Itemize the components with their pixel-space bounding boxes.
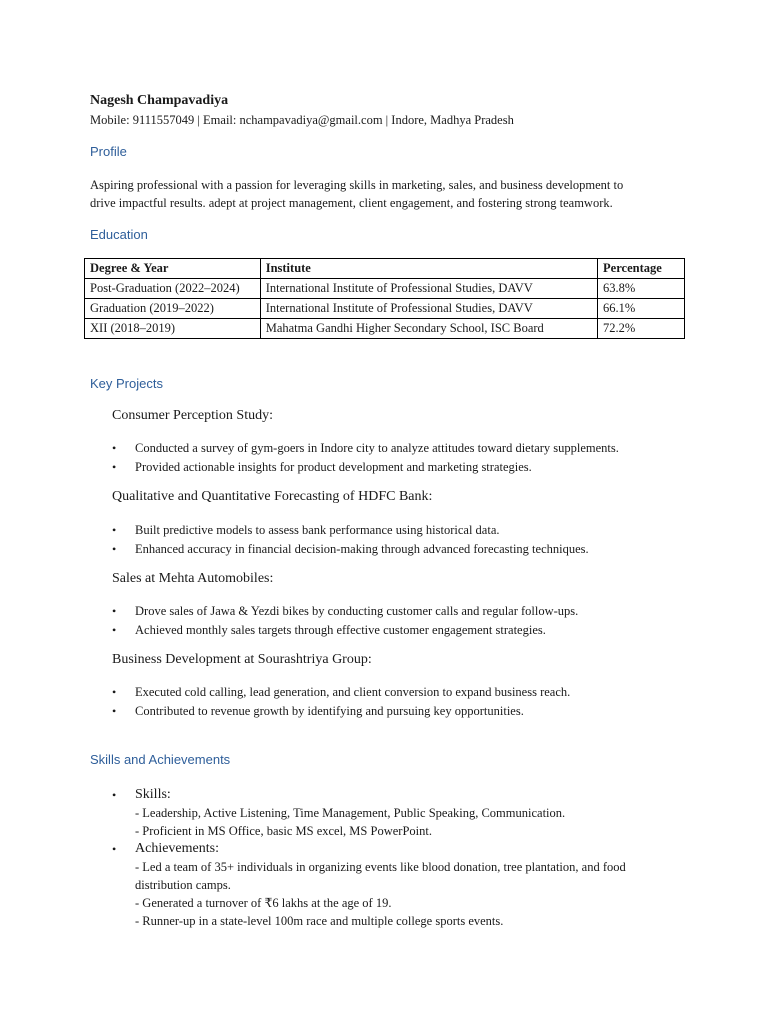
education-heading: Education <box>90 227 148 242</box>
table-row <box>85 319 685 339</box>
list-item: • Drove sales of Jawa & Yezdi bikes by conducting customer calls and regular follow-ups. <box>90 602 690 621</box>
list-item: • Executed cold calling, lead generation, and client conversion to expand business reach. <box>90 683 690 702</box>
project-title: Sales at Mehta Automobiles: <box>112 571 274 586</box>
project-item <box>90 652 690 668</box>
table-header-row <box>85 259 685 279</box>
profile-section <box>90 144 690 159</box>
list-item: • Built predictive models to assess bank performance using historical data. <box>90 521 690 540</box>
education-section <box>90 227 690 242</box>
skills-list <box>90 786 690 930</box>
achievement-line: distribution camps. <box>135 878 231 892</box>
table-row <box>85 299 685 319</box>
candidate-name: Nagesh Champavadiya <box>90 93 229 108</box>
institute-cell: International Institute of Professional Studies, DAVV <box>260 299 597 319</box>
profile-heading: Profile <box>90 144 127 159</box>
table-row <box>85 279 685 299</box>
profile-line: Aspiring professional with a passion for leveraging skills in marketing, sales, and business development to <box>90 178 624 192</box>
project-bullets <box>90 683 690 721</box>
project-title: Qualitative and Quantitative Forecasting of HDFC Bank: <box>112 489 433 504</box>
column-header: Degree & Year <box>85 259 261 279</box>
skills-section <box>90 752 690 767</box>
degree-cell: Graduation (2019–2022) <box>85 299 261 319</box>
projects-section <box>90 376 690 391</box>
percentage-cell: 63.8% <box>598 279 685 299</box>
list-item: • Conducted a survey of gym-goers in Indore city to analyze attitudes toward dietary supplements. <box>90 439 690 458</box>
project-title: Business Development at Sourashtriya Group: <box>112 652 372 667</box>
list-item: • Contributed to revenue growth by identifying and pursuing key opportunities. <box>90 702 690 721</box>
profile-line: drive impactful results. adept at project management, client engagement, and fostering strong teamwork. <box>90 196 613 210</box>
project-item <box>90 571 690 587</box>
institute-cell: Mahatma Gandhi Higher Secondary School, ISC Board <box>260 319 597 339</box>
project-bullets <box>90 439 690 477</box>
projects-heading: Key Projects <box>90 376 163 391</box>
skills-line: - Proficient in MS Office, basic MS excel, MS PowerPoint. <box>135 824 432 838</box>
achievement-line: - Generated a turnover of ₹6 lakhs at the age of 19. <box>135 896 392 910</box>
skills-line: - Leadership, Active Listening, Time Management, Public Speaking, Communication. <box>135 806 566 820</box>
skills-subheading: • Skills: <box>135 787 171 802</box>
profile-text <box>90 176 690 212</box>
project-title: Consumer Perception Study: <box>112 408 273 423</box>
education-table-wrap <box>90 258 690 339</box>
institute-cell: International Institute of Professional Studies, DAVV <box>260 279 597 299</box>
skills-item <box>90 786 690 840</box>
project-item <box>90 489 690 505</box>
list-item: • Achieved monthly sales targets through effective customer engagement strategies. <box>90 621 690 640</box>
resume-header <box>90 92 690 128</box>
achievement-line: - Runner-up in a state-level 100m race and multiple college sports events. <box>135 914 504 928</box>
education-table <box>84 258 685 339</box>
skills-heading: Skills and Achievements <box>90 752 231 767</box>
column-header: Institute <box>260 259 597 279</box>
project-bullets <box>90 521 690 559</box>
degree-cell: XII (2018–2019) <box>85 319 261 339</box>
achievement-line: - Led a team of 35+ individuals in organizing events like blood donation, tree plantation, and food <box>135 860 626 874</box>
achievements-item <box>90 840 690 930</box>
percentage-cell: 66.1% <box>598 299 685 319</box>
degree-cell: Post-Graduation (2022–2024) <box>85 279 261 299</box>
contact-line: Mobile: 9111557049 | Email: nchampavadiya@gmail.com | Indore, Madhya Pradesh <box>90 113 514 127</box>
list-item: • Provided actionable insights for product development and marketing strategies. <box>90 458 690 477</box>
column-header: Percentage <box>598 259 685 279</box>
list-item: • Enhanced accuracy in financial decision-making through advanced forecasting techniques. <box>90 540 690 559</box>
achievements-subheading: • Achievements: <box>135 841 219 856</box>
percentage-cell: 72.2% <box>598 319 685 339</box>
project-bullets <box>90 602 690 640</box>
project-item <box>90 408 690 424</box>
